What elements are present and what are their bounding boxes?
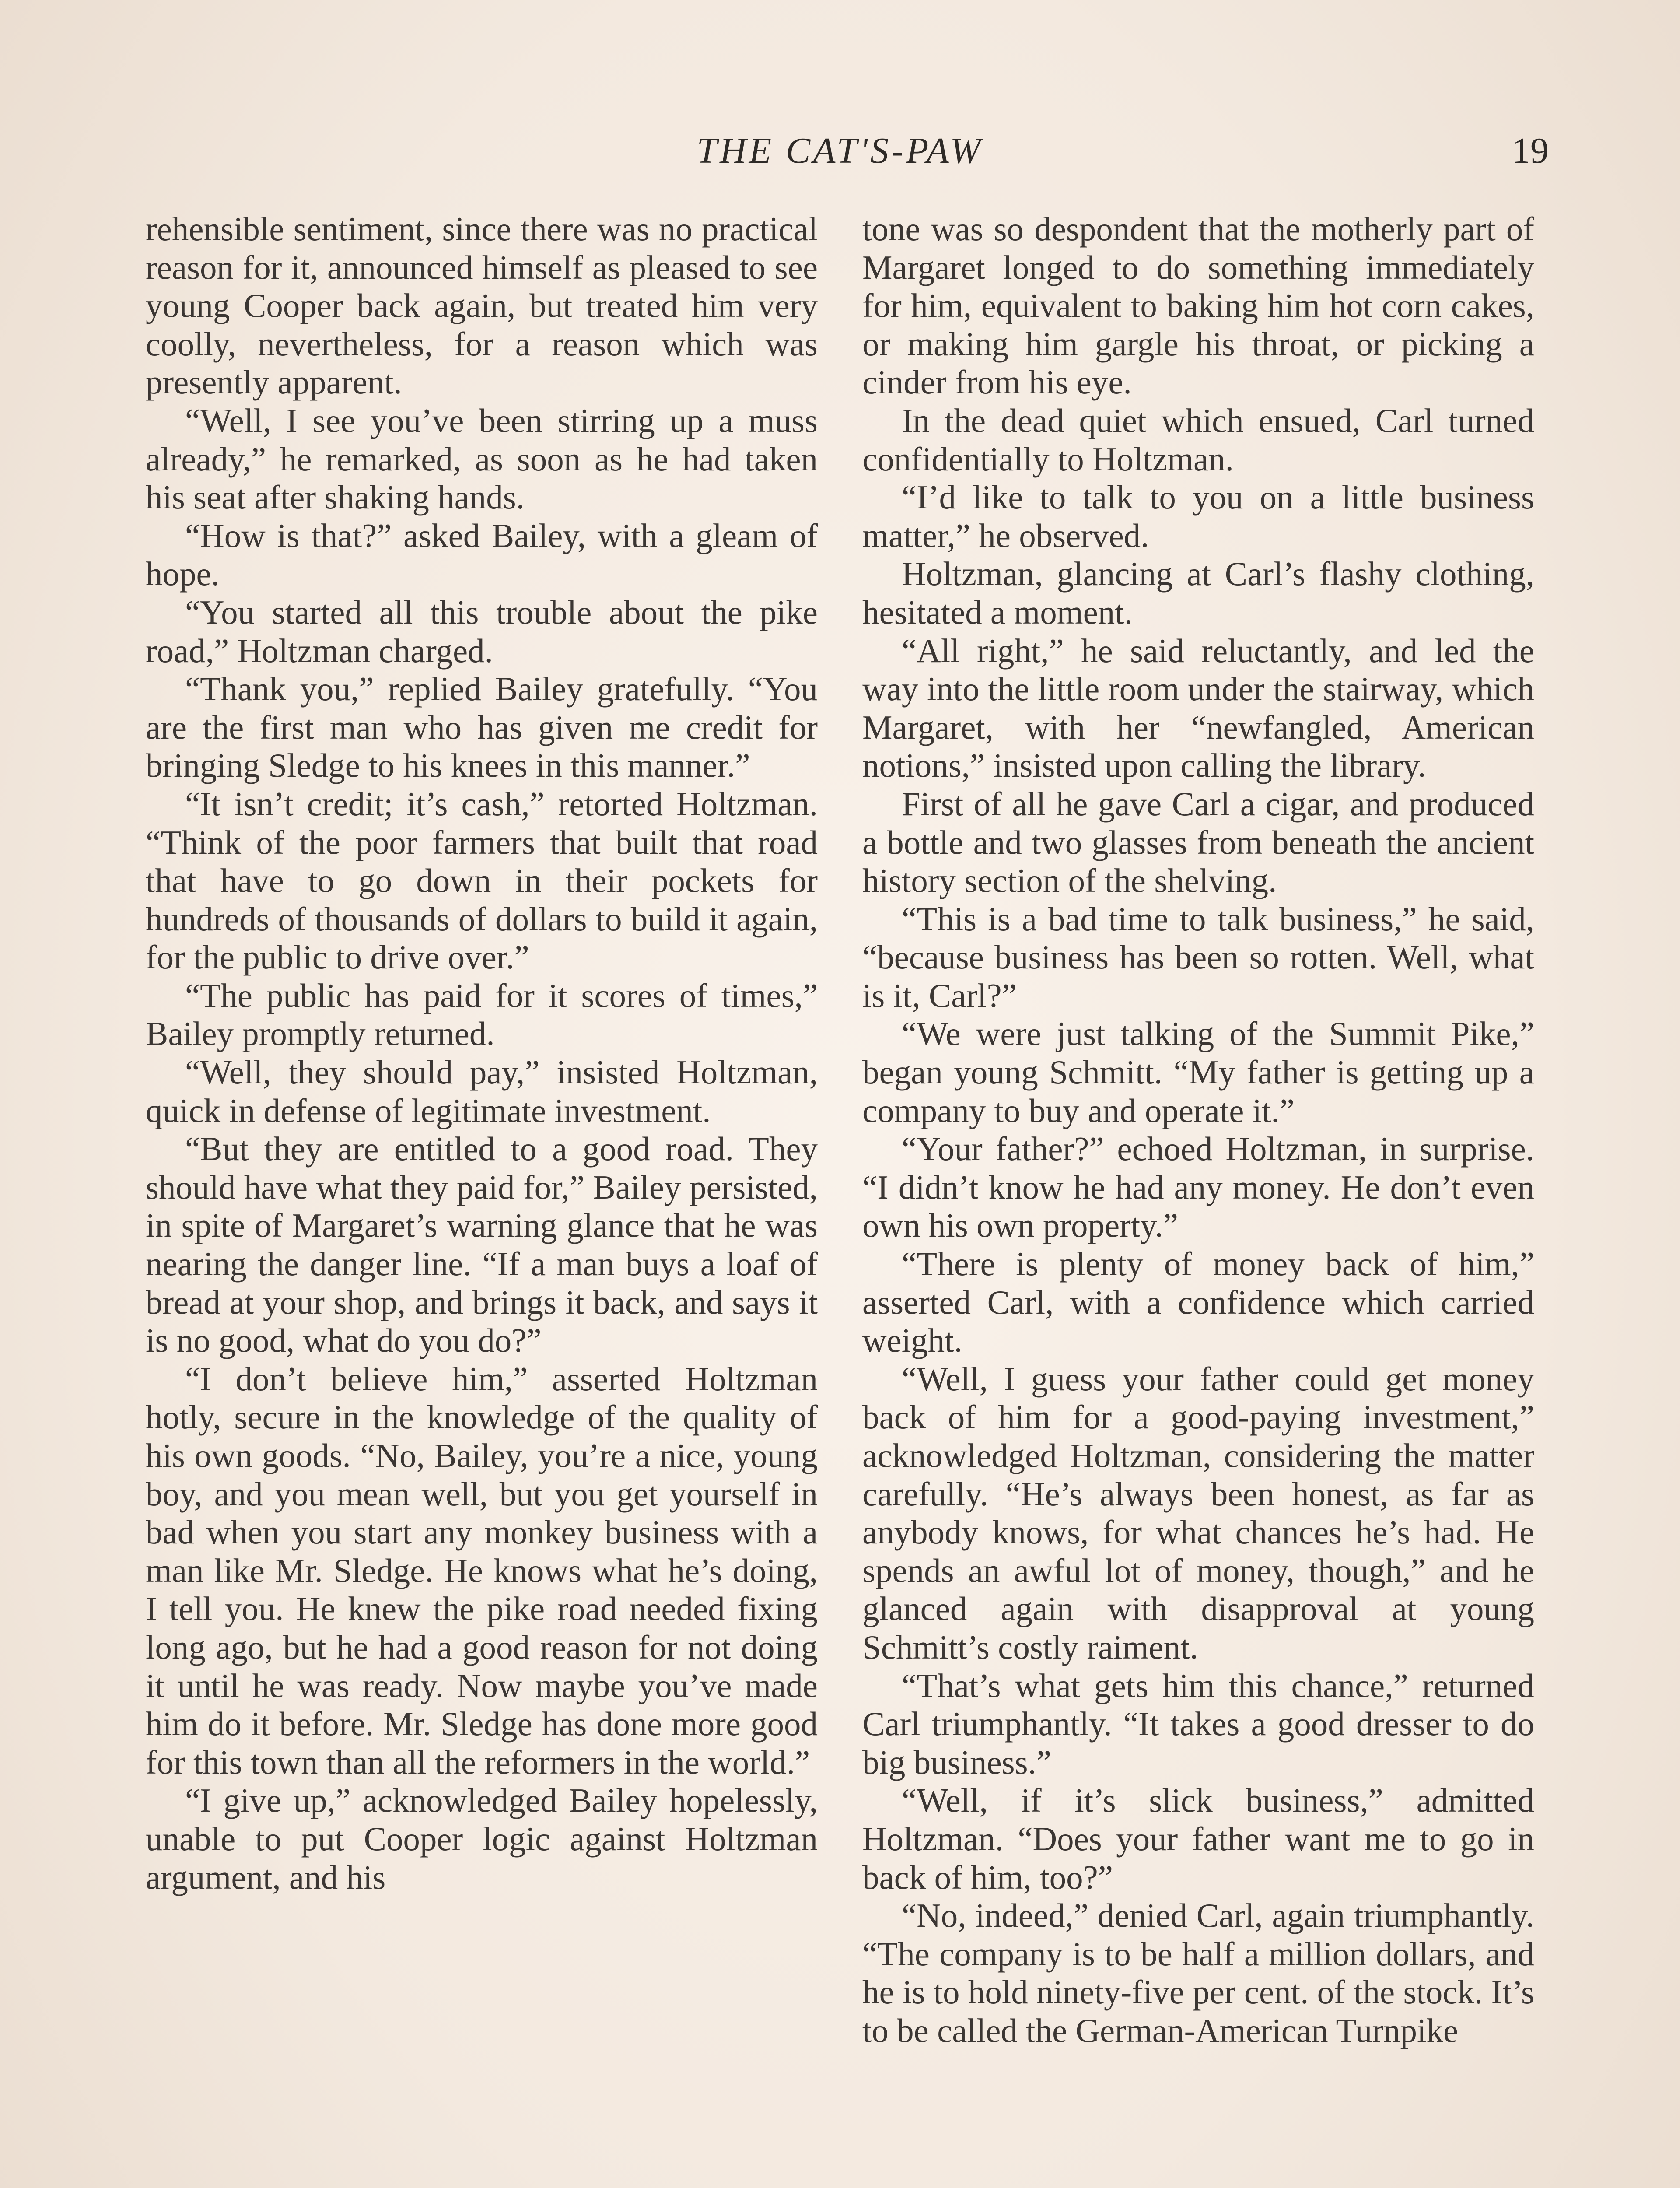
paragraph: “Well, I guess your father could get money back of him for a good-paying investment,” acknowledged Holtzman, considering the matter carefully. “He’s always been honest, as far as anybody knows, for what chances he’s had. He spends an awful lot of money, though,” and he glanced again with disapproval at young Schmitt’s costly raiment. — [862, 1360, 1534, 1666]
paragraph: “How is that?” asked Bailey, with a gleam of hope. — [146, 516, 818, 593]
paragraph: “No, indeed,” denied Carl, again triumphantly. “The company is to be half a million dollars, and he is to hold ninety-five per cent. of the stock. It’s to be called the German-American Turnpike — [862, 1897, 1534, 2049]
paragraph: “All right,” he said reluctantly, and led the way into the little room under the stairway, which Margaret, with her “newfangled, American notions,” insisted upon calling the library. — [862, 631, 1534, 785]
paragraph: Holtzman, glancing at Carl’s flashy clothing, hesitated a moment. — [862, 555, 1534, 631]
left-column — [146, 210, 818, 1897]
running-title: THE CAT'S-PAW — [696, 130, 984, 171]
paragraph: “You started all this trouble about the pike road,” Holtzman charged. — [146, 593, 818, 670]
paragraph: In the dead quiet which ensued, Carl turned confidentially to Holtzman. — [862, 401, 1534, 478]
paragraph: “Your father?” echoed Holtzman, in surprise. “I didn’t know he had any money. He don’t even own his own property.” — [862, 1130, 1534, 1245]
paragraph: “That’s what gets him this chance,” returned Carl triumphantly. “It takes a good dresser to do big business.” — [862, 1666, 1534, 1781]
page-number: 19 — [1512, 130, 1549, 171]
paragraph: “Well, they should pay,” insisted Holtzman, quick in defense of legitimate investment. — [146, 1053, 818, 1129]
paragraph: “It isn’t credit; it’s cash,” retorted Holtzman. “Think of the poor farmers that built that road that have to go down in their pockets for hundreds of thousands of dollars to build it again, for the public to drive over.” — [146, 785, 818, 976]
paragraph: “The public has paid for it scores of times,” Bailey promptly returned. — [146, 976, 818, 1053]
paragraph: “Well, if it’s slick business,” admitted Holtzman. “Does your father want me to go in back of him, too?” — [862, 1781, 1534, 1896]
right-column — [862, 210, 1534, 2050]
paragraph: “We were just talking of the Summit Pike,” began young Schmitt. “My father is getting up a company to buy and operate it.” — [862, 1015, 1534, 1129]
paragraph: “I’d like to talk to you on a little business matter,” he observed. — [862, 478, 1534, 554]
paragraph: “I don’t believe him,” asserted Holtzman hotly, secure in the knowledge of the quality of his own goods. “No, Bailey, you’re a nice, young boy, and you mean well, but you get yourself in bad when you start any monkey business with a man like Mr. Sledge. He knows what he’s doing, I tell you. He knew the pike road needed fixing long ago, but he had a good reason for not doing it until he was ready. Now maybe you’ve made him do it before. Mr. Sledge has done more good for this town than all the reformers in the world.” — [146, 1360, 818, 1781]
paragraph: “Well, I see you’ve been stirring up a muss already,” he remarked, as soon as he had taken his seat after shaking hands. — [146, 401, 818, 516]
paragraph: “This is a bad time to talk business,” he said, “because business has been so rotten. Well, what is it, Carl?” — [862, 900, 1534, 1014]
paragraph: tone was so despondent that the motherly part of Margaret longed to do something immediately for him, equivalent to baking him hot corn cakes, or making him gargle his throat, or picking a cinder from his eye. — [862, 210, 1534, 401]
paragraph: “There is plenty of money back of him,” asserted Carl, with a confidence which carried weight. — [862, 1245, 1534, 1360]
paragraph: rehensible sentiment, since there was no practical reason for it, announced himself as pleased to see young Cooper back again, but treated him very coolly, nevertheless, for a reason which was presently apparent. — [146, 210, 818, 401]
paragraph: First of all he gave Carl a cigar, and produced a bottle and two glasses from beneath the ancient history section of the shelving. — [862, 785, 1534, 900]
paragraph: “I give up,” acknowledged Bailey hopelessly, unable to put Cooper logic against Holtzman argument, and his — [146, 1781, 818, 1896]
paragraph: “But they are entitled to a good road. They should have what they paid for,” Bailey persisted, in spite of Margaret’s warning glance that he was nearing the danger line. “If a man buys a loaf of bread at your shop, and brings it back, and says it is no good, what do you do?” — [146, 1130, 818, 1360]
paragraph: “Thank you,” replied Bailey gratefully. “You are the first man who has given me credit for bringing Sledge to his knees in this manner.” — [146, 670, 818, 785]
